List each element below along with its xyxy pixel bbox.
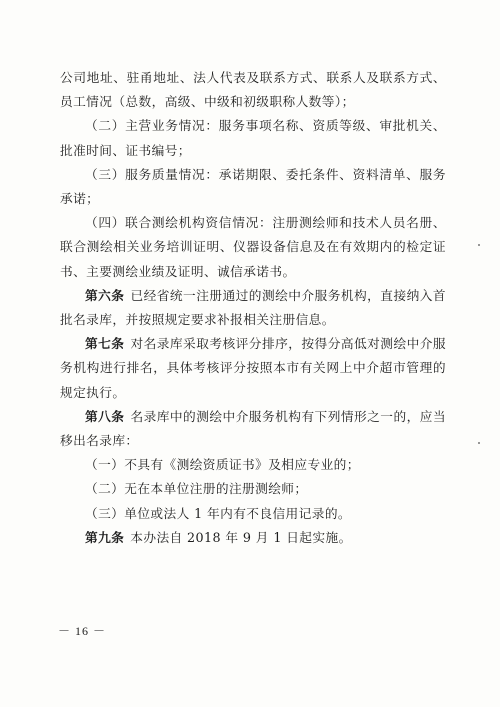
article-number: 第九条 [85, 529, 125, 545]
article-7 [60, 332, 446, 405]
list-item-no-surveyor [60, 477, 446, 501]
paragraph-credit-info [60, 211, 446, 284]
article-number: 第七条 [85, 336, 125, 352]
list-item-bad-credit [60, 502, 446, 526]
document-body [60, 66, 446, 550]
article-9 [60, 526, 446, 550]
paragraph-service-quality [60, 163, 446, 211]
list-item-text: （一）不具有《测绘资质证书》及相应专业的； [85, 457, 360, 473]
paragraph-company-info [60, 66, 446, 114]
article-8 [60, 405, 446, 453]
paragraph-text: （三）服务质量情况：承诺期限、委托条件、资料清单、服务承诺； [60, 166, 446, 207]
article-text: 已经省统一注册通过的测绘中介服务机构，直接纳入首批名录库，并按照规定要求补报相关注册信息。 [60, 287, 446, 328]
paragraph-text: （四）联合测绘机构资信情况：注册测绘师和技术人员名册、联合测绘相关业务培训证明、仪器设备信息及在有效期内的检定证书、主要测绘业绩及证明、诚信承诺书。 [60, 215, 446, 279]
list-item-no-certificate [60, 453, 446, 477]
list-item-text: （二）无在本单位注册的注册测绘师； [85, 481, 308, 497]
article-text: 对名录库采取考核评分排序，按得分高低对测绘中介服务机构进行排名，具体考核评分按照本市有关网上中介超市管理的规定执行。 [60, 336, 446, 400]
article-text: 名录库中的测绘中介服务机构有下列情形之一的，应当移出名录库： [60, 408, 446, 449]
paragraph-business-info [60, 114, 446, 162]
page-number: － 16 － [58, 624, 107, 638]
paragraph-text: （二）主营业务情况：服务事项名称、资质等级、审批机关、批准时间、证书编号； [60, 118, 446, 158]
article-text: 本办法自 2018 年 9 月 1 日起实施。 [130, 529, 352, 545]
article-6 [60, 284, 446, 332]
article-number: 第八条 [85, 408, 125, 424]
list-item-text: （三）单位或法人 1 年内有不良信用记录的。 [85, 505, 351, 521]
article-number: 第六条 [85, 287, 125, 303]
paragraph-text: 公司地址、驻甬地址、法人代表及联系方式、联系人及联系方式、员工情况（总数，高级、中级和初级职称人数等）； [60, 70, 446, 110]
scan-speck [478, 442, 480, 444]
scan-speck [478, 244, 480, 246]
